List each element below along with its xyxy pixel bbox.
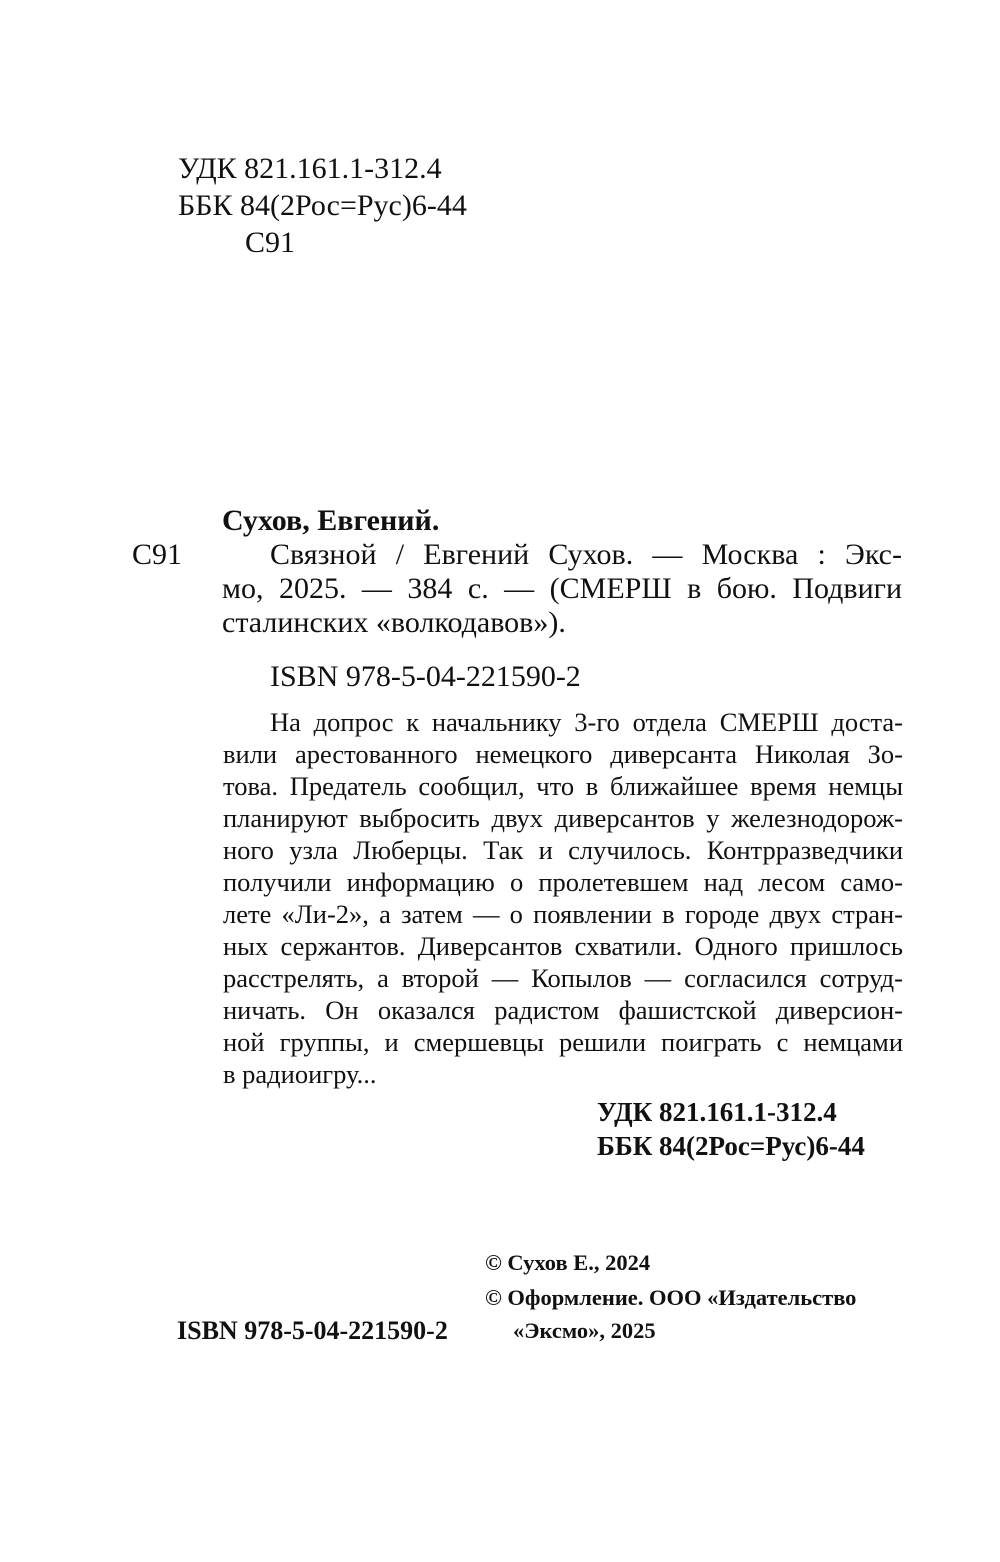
entry-description-line: Связной / Евгений Сухов. — Москва : Экс-: [270, 538, 902, 571]
entry-sign: С91: [132, 538, 183, 571]
entry-isbn: ISBN 978-5-04-221590-2: [270, 660, 581, 693]
entry-description-line: сталинских «волкодавов»).: [222, 606, 566, 639]
entry-author: Сухов, Евгений.: [222, 504, 440, 537]
udk-code: УДК 821.161.1-312.4: [178, 152, 442, 185]
annotation-line: ничать. Он оказался радистом фашистской диверсион-: [223, 995, 903, 1025]
annotation-line: вили арестованного немецкого диверсанта Николая Зо-: [223, 739, 903, 769]
annotation-line: в радиоигру...: [223, 1059, 377, 1089]
footer-udk-code: УДК 821.161.1-312.4: [597, 1097, 837, 1127]
annotation-line: лете «Ли-2», а затем — о появлении в городе двух стран-: [223, 899, 903, 929]
annotation-line: ного узла Люберцы. Так и случилось. Контрразведчики: [223, 835, 903, 865]
annotation-line: ной группы, и смершевцы решили поиграть с немцами: [223, 1027, 903, 1057]
bbk-code: ББК 84(2Рос=Рус)6-44: [178, 189, 467, 222]
annotation-line: планируют выбросить двух диверсантов у железнодорож-: [223, 803, 903, 833]
annotation-line: това. Предатель сообщил, что в ближайшее время немцы: [223, 771, 903, 801]
entry-description-line: мо, 2025. — 384 с. — (СМЕРШ в бою. Подвиги: [222, 572, 902, 605]
annotation-line: получили информацию о пролетевшем над лесом само-: [223, 867, 903, 897]
annotation-line: расстрелять, а второй — Копылов — согласился сотруд-: [223, 963, 903, 993]
copyright-design-cont: «Эксмо», 2025: [513, 1318, 656, 1343]
copyright-author: © Сухов Е., 2024: [485, 1250, 651, 1275]
author-sign: С91: [245, 226, 296, 259]
copyright-isbn: ISBN 978-5-04-221590-2: [177, 1316, 448, 1345]
footer-bbk-code: ББК 84(2Рос=Рус)6-44: [597, 1131, 865, 1161]
copyright-design: © Оформление. ООО «Издательство: [485, 1285, 857, 1310]
annotation-line: ных сержантов. Диверсантов схватили. Одного пришлось: [223, 931, 903, 961]
annotation-line: На допрос к начальнику 3-го отдела СМЕРШ доста-: [270, 707, 903, 737]
